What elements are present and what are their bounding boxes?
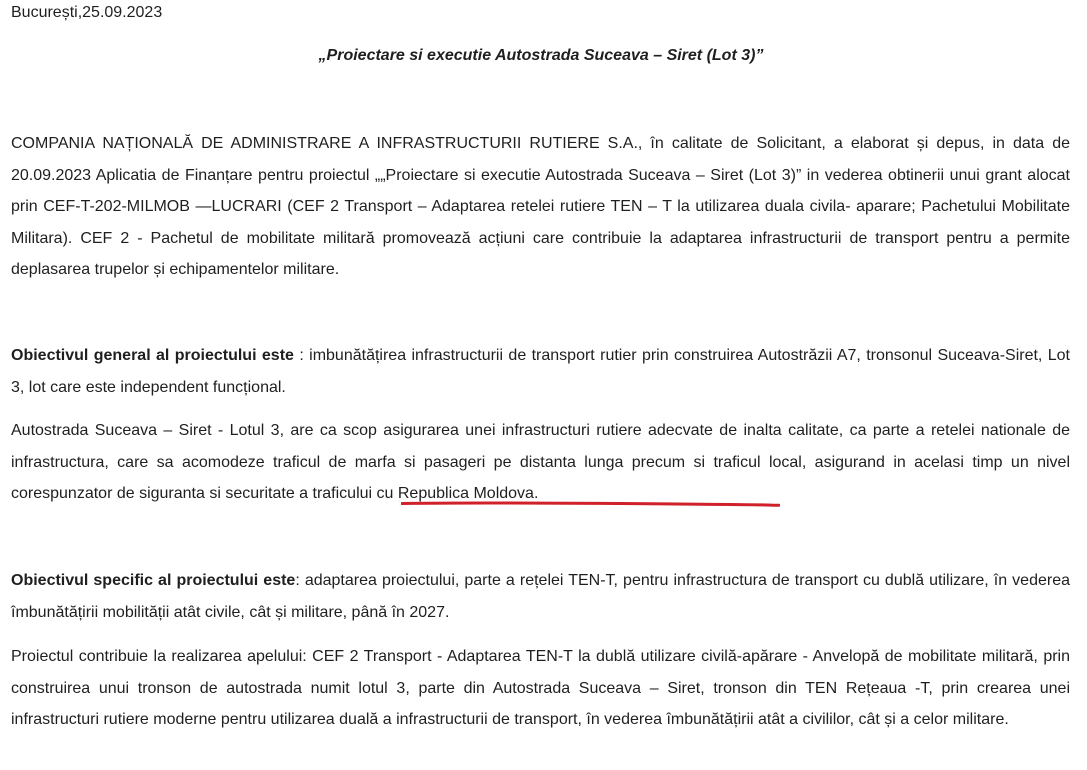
- lot-description-paragraph: [11, 415, 1070, 510]
- lot-description-end: .: [533, 485, 539, 502]
- document-title: „Proiectare si executie Autostrada Suceava – Siret (Lot 3)”: [318, 47, 764, 64]
- specific-objective-heading: Obiectivul specific al proiectului este: [11, 572, 296, 589]
- contribution-paragraph: [11, 641, 1070, 736]
- general-objective-heading: Obiectivul general al proiectului este: [11, 347, 294, 364]
- contribution-text: Proiectul contribuie la realizarea apelului: CEF 2 Transport - Adaptarea TEN-T la dublă utilizare civilă-apărare - Anvelopă de mobilitate militară, prin construirea unui tronson de autostrada numit lotul 3, parte din Autostrada Suceava – Siret, tronson din TEN Rețeaua -T, prin crearea unei infrastructuri rutiere moderne pentru utilizarea duală a infrastructurii de transport, în vederea îmbunătățirii atât a civililor, cât și a celor militare.: [11, 648, 1070, 728]
- document-date: București,25.09.2023: [11, 4, 163, 21]
- general-objective-paragraph: [11, 340, 1070, 403]
- lot-description-text: Autostrada Suceava – Siret - Lotul 3, are ca scop asigurarea unei infrastructuri rutiere adecvate de inalta calitate, ca parte a retelei nationale de infrastructura, care sa acomodeze traficul de marfa si pasageri pe distanta lunga precum si traficul local, asigurand in acelasi timp un nivel corespunzator de siguranta si: [11, 422, 1070, 502]
- specific-objective-paragraph: [11, 565, 1070, 628]
- intro-text: COMPANIA NAȚIONALĂ DE ADMINISTRARE A INFRASTRUCTURII RUTIERE S.A., în calitate de Solicitant, a elaborat și depus, in data de 20.09.2023 Aplicatia de Finanțare pentru proiectul „„Proiectare si executie Autostrada Suceava – Siret (Lot 3)” in vederea obtinerii unui grant alocat prin CEF-T-202-MILMOB —LUCRARI (CEF 2 Transport – Adaptarea retelei rutiere TEN – T la utilizarea duala civila- aparare; Pachetului Mobilitate Militara). CEF 2 - Pachetul de mobilitate militară promovează acțiuni care contribuie la adaptarea infrastructurii de transport pentru a permite deplasarea trupelor și echipamentelor militare.: [11, 135, 1070, 278]
- specific-objective-text: : adaptarea proiectului, parte a rețelei TEN-T, pentru infrastructura de transport cu dublă utilizare, în vederea îmbunătățirii mobilității atât civile, cât și militare, până în 2027.: [11, 572, 1070, 621]
- red-annotation-underline: [401, 500, 780, 508]
- intro-paragraph: [11, 128, 1070, 286]
- general-objective-text: : imbunătățirea infrastructurii de transport rutier prin construirea Autostrăzii A7, tronsonul Suceava-Siret, Lot 3, lot care este independent funcțional.: [11, 347, 1070, 396]
- highlighted-phrase: securitate a traficului cu Republica Moldova: [220, 485, 534, 502]
- red-underline-stroke: [402, 503, 779, 505]
